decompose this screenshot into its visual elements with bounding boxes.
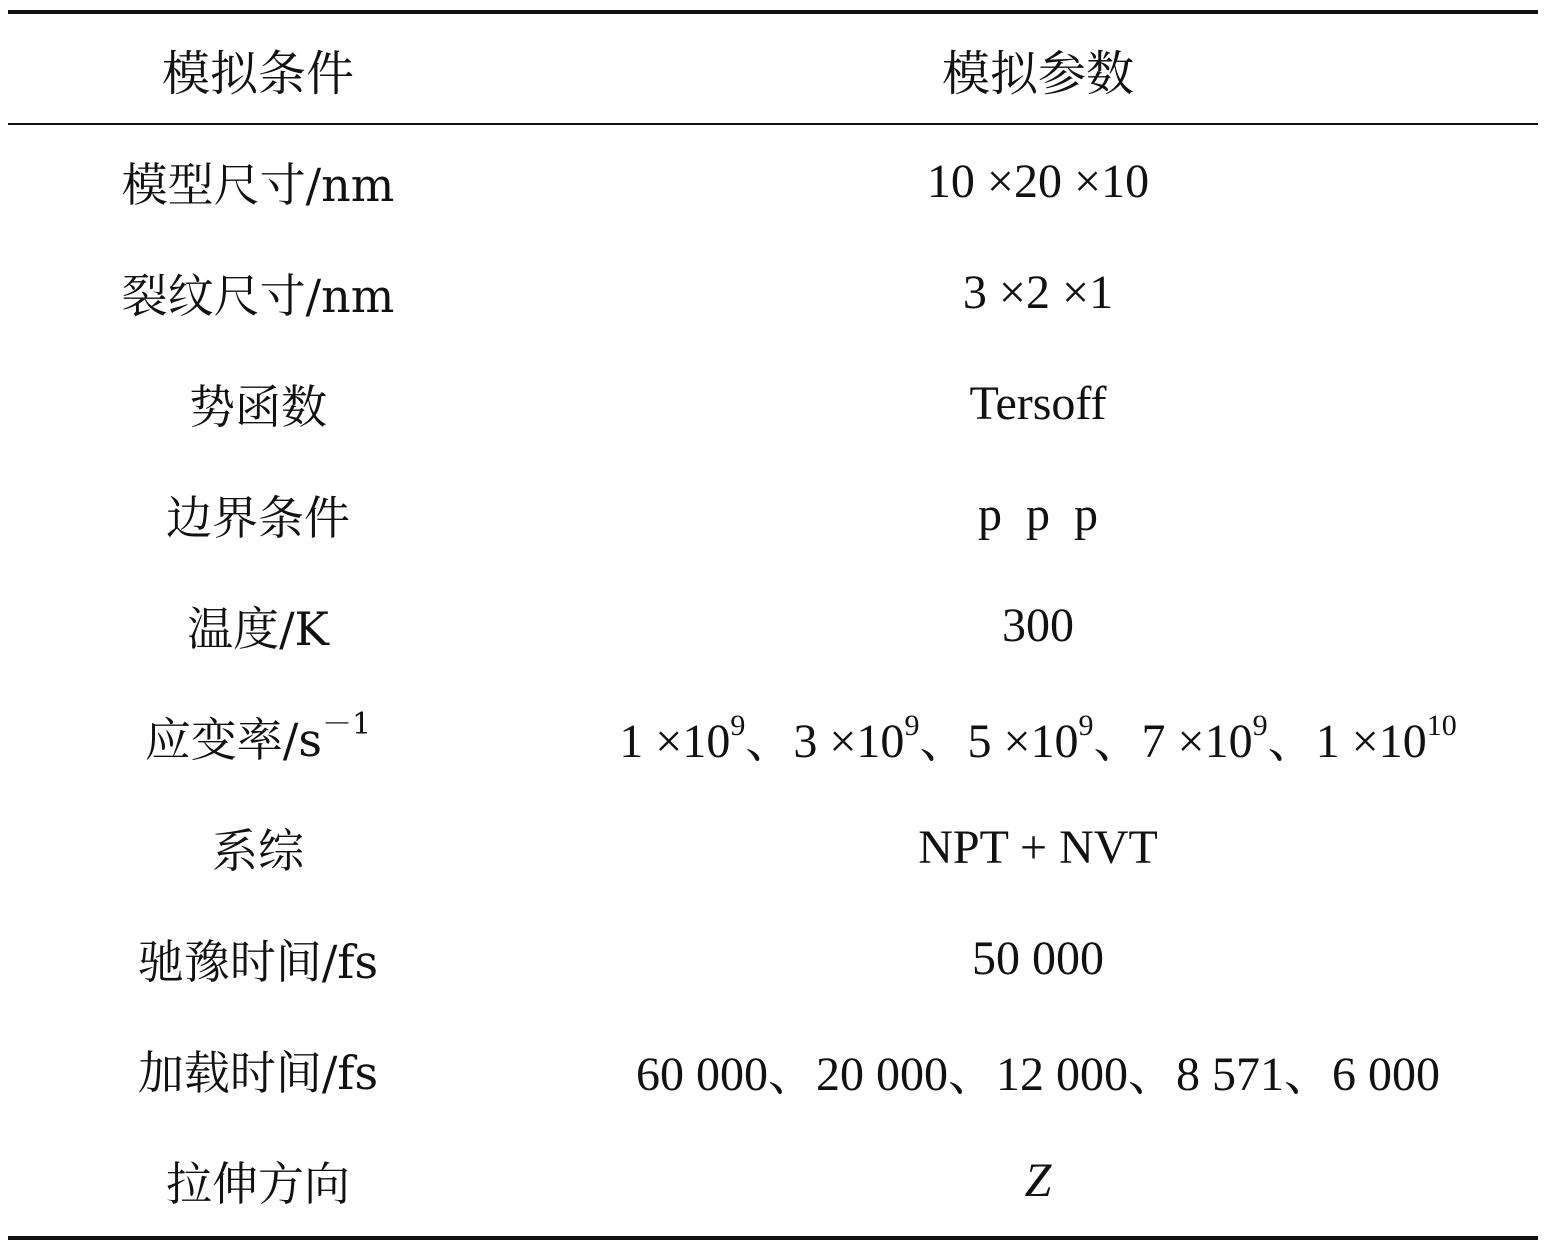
row-parameter: 3 ×2 ×1	[962, 266, 1114, 319]
table-header-rule	[8, 123, 1538, 125]
strain-rate-value: $5 \times 10^9$、	[967, 709, 1142, 768]
row-condition: 裂纹尺寸/nm	[121, 268, 395, 323]
table-row	[8, 126, 1538, 237]
table-row	[8, 459, 1538, 570]
strain-rate-value: $1 \times 10^9$、	[619, 709, 794, 768]
row-condition: 温度/K	[187, 601, 329, 656]
row-parameter	[508, 702, 1538, 771]
table-header-row	[8, 14, 1538, 125]
strain-rate-value: $3 \times 10^9$、	[793, 709, 968, 768]
row-parameter: 300	[1002, 599, 1074, 652]
strain-rate-value: $1 \times 10^{10}$	[1315, 709, 1457, 768]
row-condition: 拉伸方向	[166, 1156, 350, 1211]
row-condition: 驰豫时间/fs	[137, 934, 379, 989]
row-parameter: p p p	[978, 488, 1098, 541]
table-row	[8, 1125, 1538, 1236]
table-row	[8, 237, 1538, 348]
row-parameter: Z	[1024, 1154, 1052, 1207]
table-row	[8, 348, 1538, 459]
row-condition: 模型尺寸/nm	[121, 157, 395, 212]
row-condition	[8, 704, 508, 770]
strain-rate-unit-exponent: －1	[322, 706, 372, 742]
table-row	[8, 1014, 1538, 1125]
strain-rate-label: 应变率/s	[144, 712, 322, 767]
table-row	[8, 903, 1538, 1014]
header-parameter: 模拟参数	[941, 46, 1134, 102]
row-condition: 势函数	[189, 379, 327, 434]
header-condition: 模拟条件	[161, 46, 354, 102]
row-condition: 加载时间/fs	[137, 1045, 379, 1100]
table-row	[8, 792, 1538, 903]
table-bottom-rule	[8, 1236, 1538, 1240]
row-parameter: Tersoff	[969, 377, 1107, 430]
row-condition: 系综	[212, 823, 304, 878]
row-condition: 边界条件	[166, 490, 350, 545]
row-parameter: 60 000、20 000、12 000、8 571、6 000	[635, 1048, 1440, 1101]
row-parameter: NPT + NVT	[918, 821, 1158, 874]
table-row	[8, 570, 1538, 681]
table-row	[8, 681, 1538, 792]
row-parameter: 50 000	[972, 932, 1104, 985]
row-parameter: 10 ×20 ×10	[926, 155, 1150, 208]
strain-rate-value: $7 \times 10^9$、	[1141, 709, 1316, 768]
